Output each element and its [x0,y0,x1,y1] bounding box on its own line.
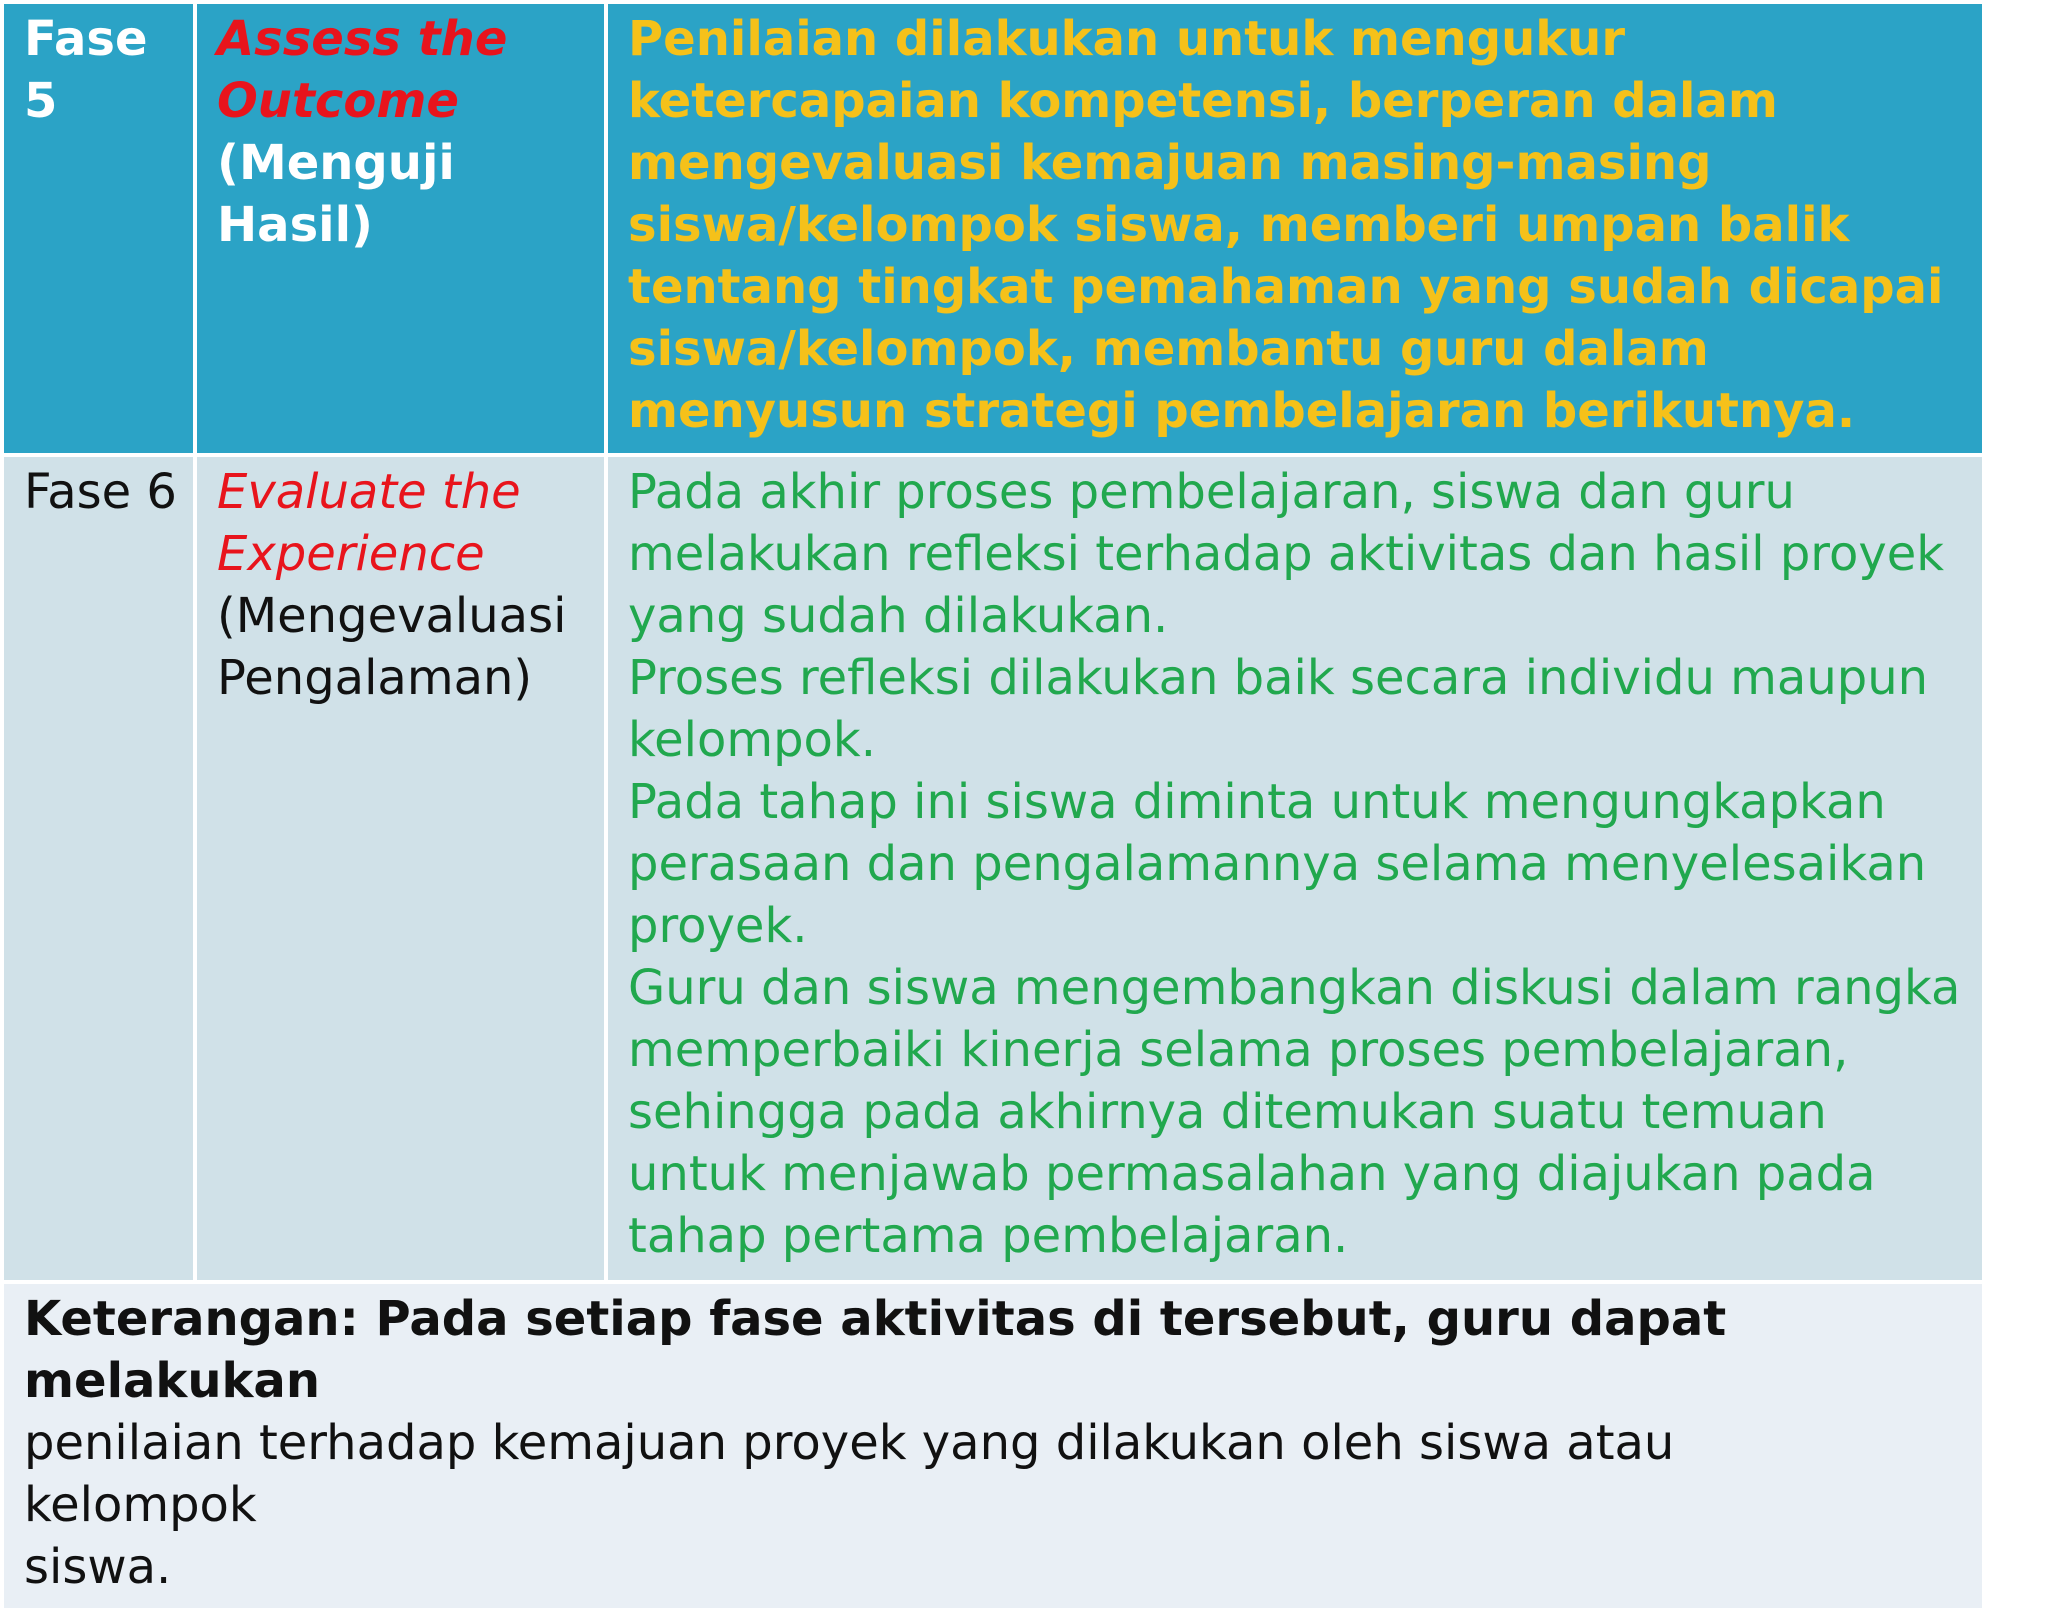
table-row-note [2,1282,1984,1610]
description-paragraph: Proses refleksi dilakukan baik secara individu maupun kelompok. [628,650,1929,768]
note-line: siswa. [24,1539,172,1595]
note-line: penilaian terhadap kemajuan proyek yang dilakukan oleh siswa atau [24,1415,1675,1471]
table-row-fase-6 [2,455,1984,1282]
phase-description: Penilaian dilakukan untuk mengukur ketercapaian kompetensi, berperan dalam mengevaluasi kemajuan masing-masing siswa/kelompok siswa, memberi umpan balik tentang tingkat pemahaman yang sudah dicapai siswa/kelompok, membantu guru dalam menyusun strategi pembelajaran berikutnya. [628,11,1944,439]
phase-title-indonesian: (Menguji Hasil) [217,135,455,253]
description-paragraph: Guru dan siswa mengembangkan diskusi dalam rangka memperbaiki kinerja selama proses pembelajaran, sehingga pada akhirnya ditemukan suatu temuan untuk menjawab permasalahan yang diajukan pada tahap pertama pembelajaran. [628,960,1961,1264]
phase-title-english: Evaluate the Experience [217,464,521,582]
note-bold-line: Keterangan: Pada setiap fase aktivitas di tersebut, guru dapat melakukan [24,1291,1727,1409]
phase-title-cell [195,455,606,1282]
phase-cell [2,2,195,455]
phase-label: Fase 6 [24,464,177,520]
phase-title-indonesian: (Mengevaluasi Pengalaman) [217,588,567,706]
phase-description-cell [606,2,1984,455]
phase-description-cell [606,455,1984,1282]
phase-cell [2,455,195,1282]
phase-title-cell [195,2,606,455]
phase-label: Fase 5 [24,11,148,129]
description-paragraph: Pada akhir proses pembelajaran, siswa dan guru melakukan refleksi terhadap aktivitas dan hasil proyek yang sudah dilakukan. [628,464,1945,644]
table-row-fase-5 [2,2,1984,455]
description-paragraph: Pada tahap ini siswa diminta untuk mengungkapkan perasaan dan pengalamannya selama menyelesaikan proyek. [628,774,1927,954]
note-line: kelompok [24,1477,257,1533]
note-cell [2,1282,1984,1610]
phase-title-english: Assess the Outcome [217,11,508,129]
